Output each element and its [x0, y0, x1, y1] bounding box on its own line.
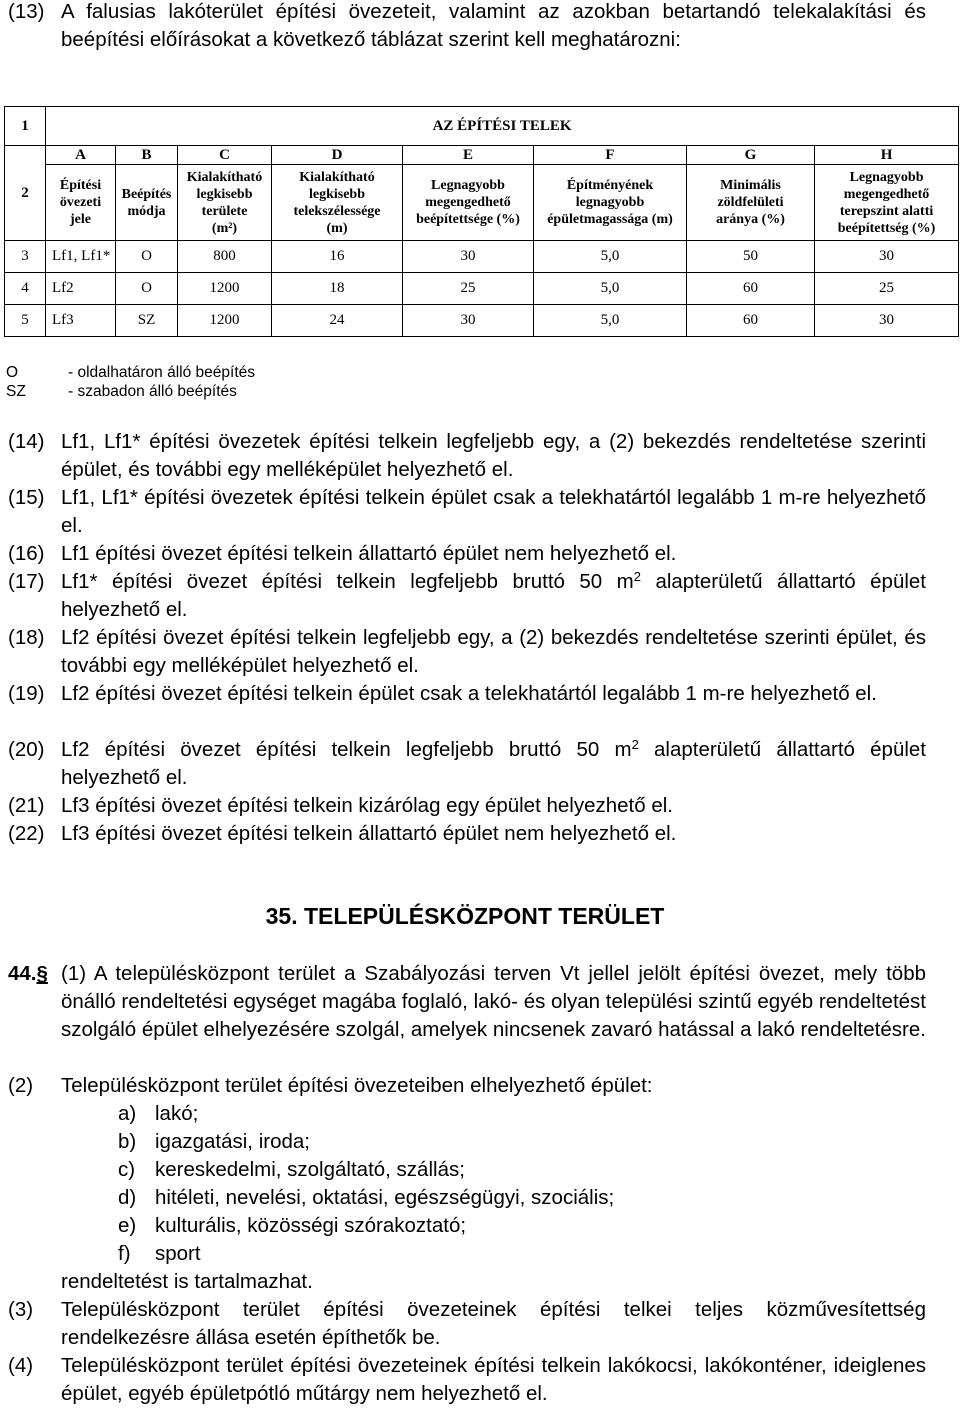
building-plot-table [4, 106, 959, 337]
table-title: AZ ÉPÍTÉSI TELEK [46, 107, 959, 146]
column-header: Kialakítható legkisebb területe (m²) [178, 165, 272, 241]
column-letter: A [46, 146, 116, 165]
paragraph-number: (17) [8, 570, 45, 593]
paragraph-text: Lf3 építési övezet építési telkein állattartó épület nem helyezhető el. [61, 822, 677, 845]
legend-abbr: SZ [6, 383, 26, 400]
article-44-paragraph-2-end [8, 1268, 926, 1296]
table-cell: SZ [116, 305, 178, 337]
table-cell: O [116, 241, 178, 273]
paragraph-text: Lf2 építési övezet építési telkein legfeljebb egy, a (2) bekezdés rendeltetése szerinti épület, és további egy melléképület helyezhető el. [61, 626, 926, 677]
table-cell: 5,0 [534, 241, 687, 273]
table-cell: 30 [403, 241, 534, 273]
legend-desc: - oldalhatáron álló beépítés [68, 364, 255, 381]
paragraph-text: Lf3 építési övezet építési telkein kizárólag egy épület helyezhető el. [61, 794, 673, 817]
row-number: 2 [5, 146, 46, 241]
paragraph-number: (16) [8, 542, 45, 565]
paragraph-text: Lf2 építési övezet építési telkein épület csak a telekhatártól legalább 1 m-re helyezhető el. [61, 682, 877, 705]
paragraph-16 [8, 540, 926, 568]
paragraph-17 [8, 568, 926, 624]
column-letter: H [815, 146, 959, 165]
paragraph-20 [8, 736, 926, 792]
table-cell: 25 [815, 273, 959, 305]
paragraph-text: Lf1, Lf1* építési övezetek építési telkein épület csak a telekhatártól legalább 1 m-re helyezhető el. [61, 486, 926, 537]
paragraph-number: (22) [8, 822, 45, 845]
paragraph-number: (18) [8, 626, 45, 649]
column-header: Legnagyobb megengedhető beépítettsége (%) [403, 165, 534, 241]
column-header: Építési övezeti jele [46, 165, 116, 241]
list-item: f) sport [118, 1242, 201, 1265]
paragraph-text: A falusias lakóterület építési övezeteit, valamint az azokban betartandó telekalakítási és beépítési előírásokat a következő táblázat szerint kell meghatározni: [61, 0, 926, 51]
legend-desc: - szabadon álló beépítés [68, 383, 237, 400]
table-cell: 25 [403, 273, 534, 305]
table-cell: 60 [687, 273, 815, 305]
table-cell: 18 [272, 273, 403, 305]
article-44-paragraph-3 [8, 1296, 926, 1352]
article-number: 44.§ [8, 962, 48, 985]
list-item: c) kereskedelmi, szolgáltató, szállás; [118, 1158, 465, 1181]
column-letter: D [272, 146, 403, 165]
paragraph-number: (14) [8, 430, 45, 453]
paragraph-text: Lf1 építési övezet építési telkein állattartó épület nem helyezhető el. [61, 542, 677, 565]
column-header-row [5, 165, 959, 241]
paragraph-19 [8, 680, 926, 708]
list-item: b) igazgatási, iroda; [118, 1130, 310, 1153]
paragraph-number: (13) [8, 0, 45, 23]
table-cell: Lf3 [46, 305, 116, 337]
table-cell: 30 [815, 241, 959, 273]
row-number: 3 [5, 241, 46, 273]
table-cell: 16 [272, 241, 403, 273]
column-header: Legnagyobb megengedhető terepszint alatti beépítettség (%) [815, 165, 959, 241]
row-number: 4 [5, 273, 46, 305]
section-title: 35. TELEPÜLÉSKÖZPONT TERÜLET [265, 903, 665, 929]
paragraph-number: (2) [8, 1074, 34, 1097]
article-44-paragraph-4 [8, 1352, 926, 1408]
paragraph-22 [8, 820, 926, 848]
paragraph-text: Lf2 építési övezet építési telkein legfeljebb bruttó 50 $m^2$ alapterületű állattartó épület helyezhető el. [61, 737, 926, 789]
paragraph-21 [8, 792, 926, 820]
table-cell: O [116, 273, 178, 305]
table-title-row [5, 107, 959, 146]
paragraph-number: (19) [8, 682, 45, 705]
column-letter: F [534, 146, 687, 165]
column-letter: B [116, 146, 178, 165]
paragraph-text: rendeltetést is tartalmazhat. [61, 1270, 313, 1293]
row-number: 1 [5, 107, 46, 146]
column-header: Kialakítható legkisebb telekszélessége (m) [272, 165, 403, 241]
table-cell: 30 [403, 305, 534, 337]
paragraph-number: (4) [8, 1354, 34, 1377]
column-header: Minimális zöldfelületi aránya (%) [687, 165, 815, 241]
paragraph-number: (3) [8, 1298, 34, 1321]
table-cell: 1200 [178, 273, 272, 305]
table-cell: 50 [687, 241, 815, 273]
table-row [5, 241, 959, 273]
column-letter: G [687, 146, 815, 165]
column-letters-row [5, 146, 959, 165]
table-cell: 30 [815, 305, 959, 337]
column-letter: C [178, 146, 272, 165]
table-cell: 5,0 [534, 273, 687, 305]
list-item: d) hitéleti, nevelési, oktatási, egészségügyi, szociális; [118, 1186, 615, 1209]
table-cell: 24 [272, 305, 403, 337]
paragraph-text: (1) A településközpont terület a Szabályozási terven Vt jellel jelölt építési övezet, mely több önálló rendeltetési egységet magába foglaló, lakó- és olyan települési szintű egyéb rendeltetést szolgáló épület elhelyezésére szolgál, amelyek nincsenek zavaró hatással a lakó rendeltetésre. [61, 962, 926, 1041]
paragraph-number: (21) [8, 794, 45, 817]
paragraph-text: Településközpont terület építési övezeteinek építési telkein lakókocsi, lakókonténer, ideiglenes épület, egyéb épületpótló műtárgy nem helyezhető el. [61, 1354, 926, 1405]
legend-abbr: O [6, 364, 19, 381]
table-cell: Lf1, Lf1* [46, 241, 116, 273]
row-number: 5 [5, 305, 46, 337]
building-use-list [118, 1100, 614, 1268]
list-item: a) lakó; [118, 1102, 199, 1125]
paragraph-15 [8, 484, 926, 540]
column-letter: E [403, 146, 534, 165]
article-44-paragraph-1 [8, 960, 926, 1044]
paragraph-number: (20) [8, 738, 45, 761]
paragraph-number: (15) [8, 486, 45, 509]
column-header: Beépítés módja [116, 165, 178, 241]
table-row [5, 273, 959, 305]
table-row [5, 305, 959, 337]
table-cell: 5,0 [534, 305, 687, 337]
paragraph-text: Településközpont terület építési övezeteinek építési telkei teljes közművesítettség rendelkezésre állása esetén építhetők be. [61, 1298, 926, 1349]
paragraph-text: Lf1, Lf1* építési övezetek építési telkein legfeljebb egy, a (2) bekezdés rendeltetése szerinti épület, és további egy melléképület helyezhető el. [61, 430, 926, 481]
column-header: Építményének legnagyobb épületmagassága (m) [534, 165, 687, 241]
paragraph-14 [8, 428, 926, 484]
paragraph-text: Településközpont terület építési övezeteiben elhelyezhető épület: [61, 1074, 653, 1097]
paragraph-18 [8, 624, 926, 680]
table-cell: Lf2 [46, 273, 116, 305]
list-item: e) kulturális, közösségi szórakoztató; [118, 1214, 467, 1237]
table-cell: 60 [687, 305, 815, 337]
article-44-paragraph-2 [8, 1072, 926, 1100]
paragraph-text: Lf1* építési övezet építési telkein legfeljebb bruttó 50 $m^2$ alapterületű állattartó épület helyezhető el. [61, 569, 927, 621]
paragraph-13 [8, 0, 926, 54]
table-cell: 1200 [178, 305, 272, 337]
table-cell: 800 [178, 241, 272, 273]
